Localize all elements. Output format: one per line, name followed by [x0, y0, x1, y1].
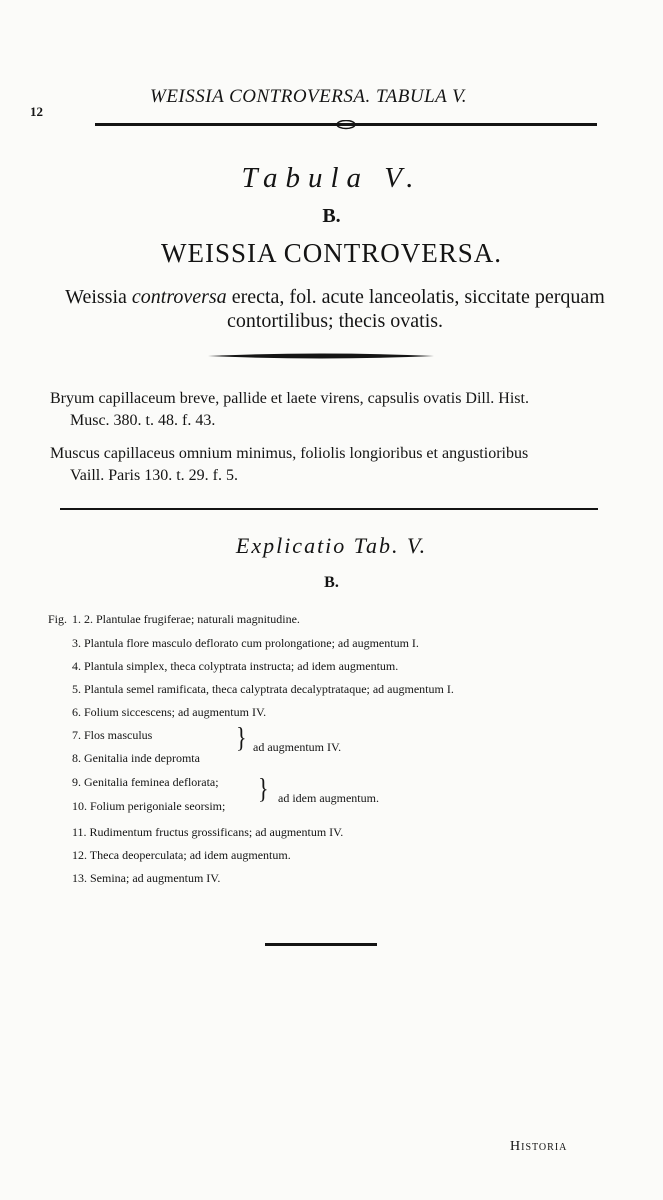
figure-item: 13. Semina; ad augmentum IV. — [72, 871, 221, 885]
synonym-entry — [50, 388, 610, 432]
figure-item: 12. Theca deoperculata; ad idem augmentum. — [72, 848, 291, 862]
figure-item: 5. Plantula semel ramificata, theca calyptrata decalyptrataque; ad augmentum I. — [72, 682, 454, 696]
species-diagnosis — [55, 285, 615, 333]
divider — [60, 508, 598, 510]
diagnosis-genus: Weissia — [65, 286, 127, 308]
synonym-entry — [50, 443, 610, 487]
brace-glyph: } — [236, 721, 247, 754]
catchword: Historia — [510, 1139, 568, 1154]
explicatio-letter: B. — [324, 574, 339, 591]
page-number: 12 — [30, 104, 43, 119]
fig-label: Fig. — [48, 612, 68, 626]
explicatio-title: Explicatio Tab. V. — [235, 533, 428, 558]
diagnosis-text-1: erecta, fol. acute lanceolatis, siccitate perquam — [231, 286, 605, 308]
plate-letter: B. — [322, 205, 341, 227]
figure-item: 4. Plantula simplex, theca colyptrata instructa; ad idem augmentum. — [72, 659, 399, 673]
synonym-line: Muscus capillaceus omnium minimus, foliolis longioribus et angustioribus — [50, 445, 529, 462]
species-title: WEISSIA CONTROVERSA. — [160, 238, 503, 268]
plate-title: Tabula V. — [241, 162, 422, 194]
synonym-line: Musc. 380. t. 48. f. 43. — [70, 412, 216, 429]
brace-note: ad augmentum IV. — [253, 740, 342, 754]
brace-note: ad idem augmentum. — [278, 791, 379, 805]
ornamental-rule — [95, 120, 597, 130]
running-title: WEISSIA CONTROVERSA. TABULA V. — [150, 86, 468, 107]
figure-item: 3. Plantula flore masculo deflorato cum prolongatione; ad augmentum I. — [72, 636, 419, 650]
figure-item: 7. Flos masculus — [72, 728, 153, 742]
diagnosis-text-2: contortilibus; thecis ovatis. — [226, 310, 444, 332]
figure-item: 1. 2. Plantulae frugiferae; naturali magnitudine. — [72, 612, 300, 626]
end-rule — [265, 943, 377, 946]
brace-glyph: } — [258, 772, 269, 805]
section-rule — [208, 352, 434, 360]
figure-item: 8. Genitalia inde depromta — [72, 751, 200, 765]
figure-item: 6. Folium siccescens; ad augmentum IV. — [72, 705, 267, 719]
figure-item: 10. Folium perigoniale seorsim; — [72, 799, 226, 813]
synonym-line: Bryum capillaceum breve, pallide et laete virens, capsulis ovatis Dill. Hist. — [50, 390, 529, 407]
diagnosis-epithet: controversa — [131, 286, 227, 308]
figure-item: 9. Genitalia feminea deflorata; — [72, 775, 219, 789]
figure-item: 11. Rudimentum fructus grossificans; ad augmentum IV. — [72, 825, 344, 839]
synonym-line: Vaill. Paris 130. t. 29. f. 5. — [70, 467, 238, 484]
